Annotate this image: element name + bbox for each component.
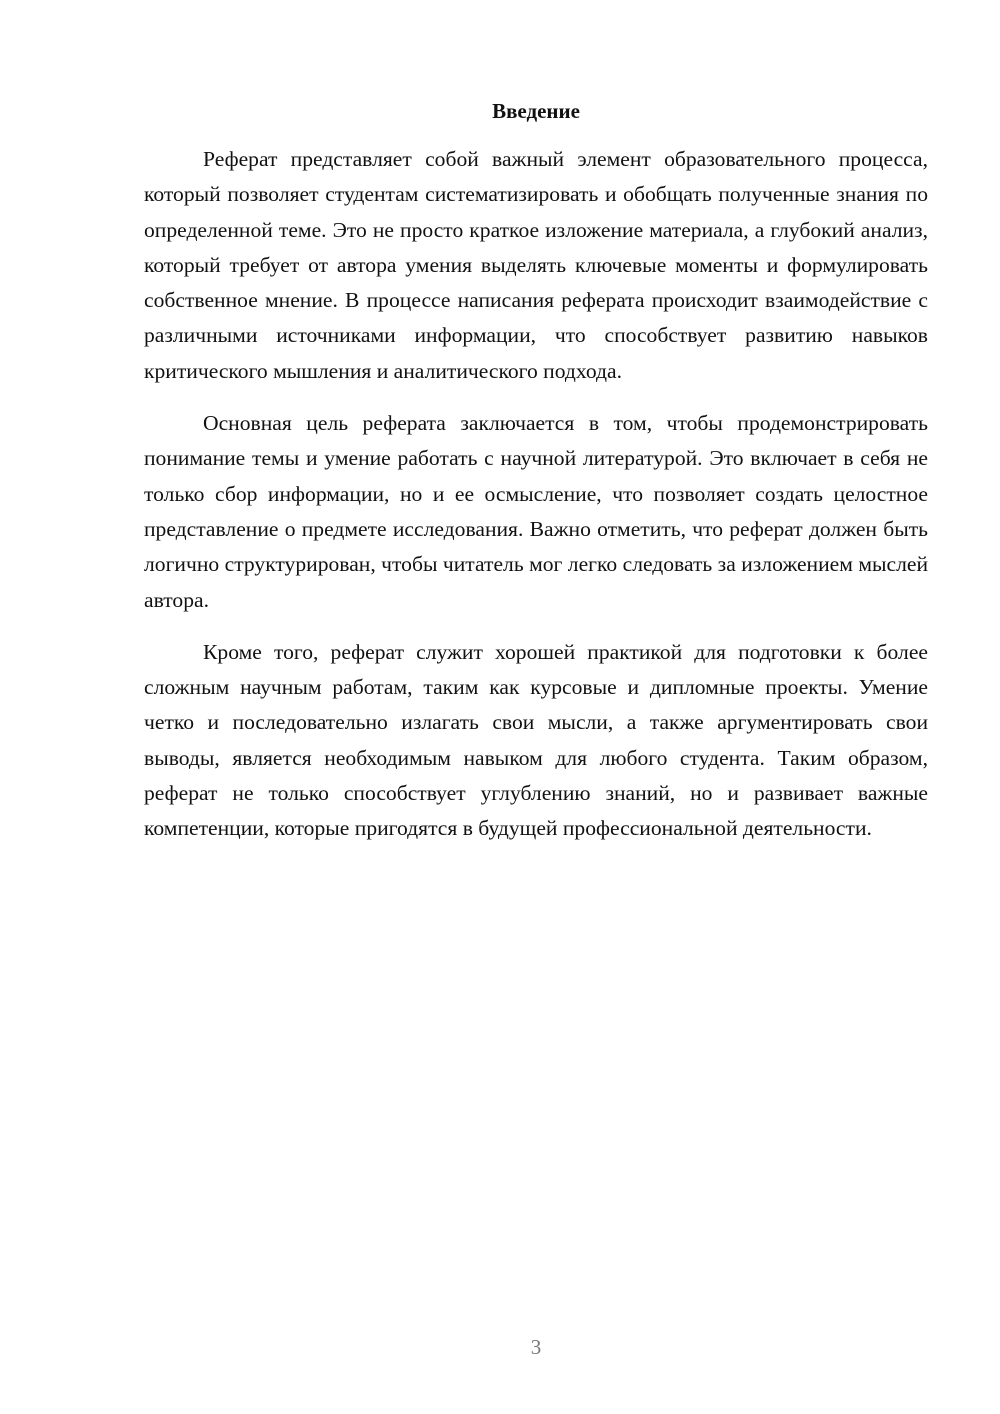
paragraph-1: Реферат представляет собой важный элемент образовательного процесса, который позволяет студентам систематизировать и обобщать полученные знания по определенной теме. Это не просто краткое изложение материала, а глубокий анализ, который требует от автора умения выделять ключевые моменты и формулировать собственное мнение. В процессе написания реферата происходит взаимодействие с различными источниками информации, что способствует развитию навыков критического мышления и аналитического подхода.	[144, 147, 928, 383]
paragraph-2: Основная цель реферата заключается в том, чтобы продемонстрировать понимание темы и умение работать с научной литературой. Это включает в себя не только сбор информации, но и ее осмысление, что позволяет создать целостное представление о предмете исследования. Важно отметить, что реферат должен быть логично структурирован, чтобы читатель мог легко следовать за изложением мыслей автора.	[144, 411, 928, 612]
body-text	[144, 142, 928, 864]
page-number: 3	[530, 1335, 542, 1359]
paragraph-3: Кроме того, реферат служит хорошей практикой для подготовки к более сложным научным работам, таким как курсовые и дипломные проекты. Умение четко и последовательно излагать свои мысли, а также аргументировать свои выводы, является необходимым навыком для любого студента. Таким образом, реферат не только способствует углублению знаний, но и развивает важные компетенции, которые пригодятся в будущей профессиональной деятельности.	[144, 639, 928, 841]
section-title: Введение	[492, 99, 580, 123]
